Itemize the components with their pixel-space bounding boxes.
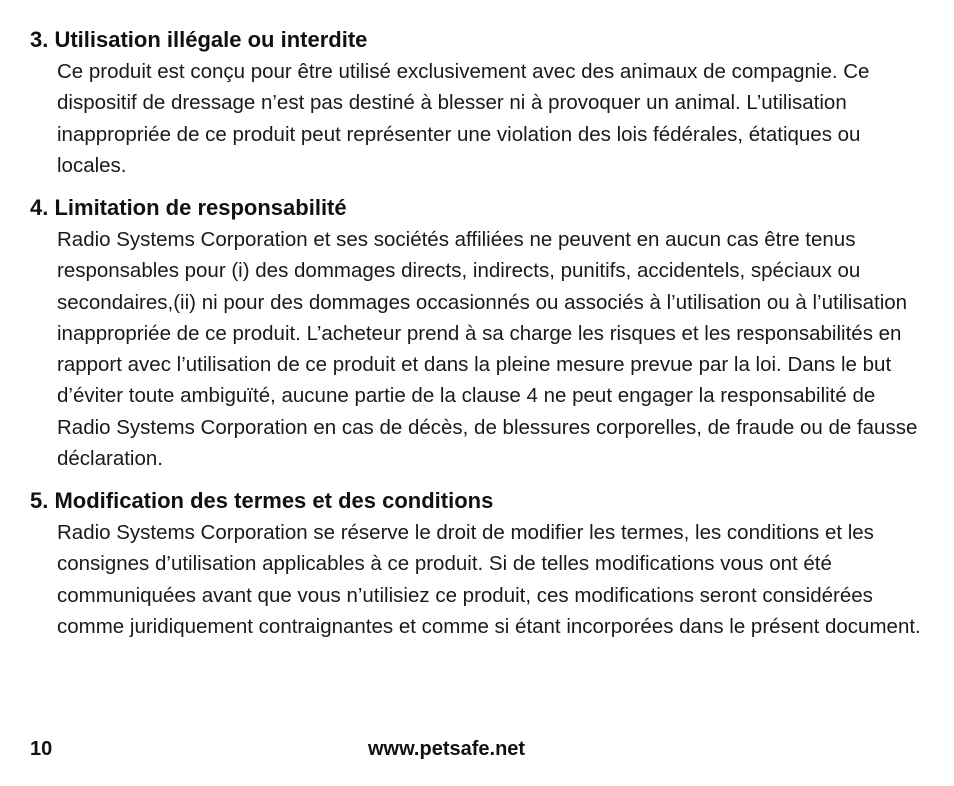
section-body: Radio Systems Corporation se réserve le droit de modifier les termes, les conditions et les consignes d’utilisation applicables à ce produit. Si de telles modifications vous ont été communiquées avant que vous n’utilisiez ce produit, ces modifications seront considérées comme juridiquement contraignantes et comme si étant incorporées dans le présent document. [57,521,921,638]
section-heading: 5. Modification des termes et des conditions [30,488,494,513]
section-terms-modification [30,487,930,642]
section-body: Ce produit est conçu pour être utilisé exclusivement avec des animaux de compagnie. Ce dispositif de dressage n’est pas destiné à blesser ni à provoquer un animal. L’utilisation inappropriée de ce produit peut représenter une violation des lois fédérales, étatiques ou locales. [57,60,870,177]
section-illegal-use [30,26,930,181]
section-body: Radio Systems Corporation et ses sociétés affiliées ne peuvent en aucun cas être tenus responsables pour (i) des dommages directs, indirects, punitifs, accidentels, spéciaux ou secondaires,(ii) ni pour des dommages occasionnés ou associés à l’utilisation ou à l’utilisation inappropriée de ce produit. L’acheteur prend à sa charge les risques et les responsabilités en rapport avec l’utilisation de ce produit et dans la pleine mesure prevue par la loi. Dans le but d’éviter toute ambiguïté, aucune partie de la clause 4 ne peut engager la responsabilité de Radio Systems Corporation en cas de décès, de blessures corporelles, de fraude ou de fausse déclaration. [57,228,918,471]
section-heading: 3. Utilisation illégale ou interdite [30,27,368,52]
section-heading: 4. Limitation de responsabilité [30,195,347,220]
website-url: www.petsafe.net [368,738,526,760]
page-number: 10 [30,738,53,760]
section-liability-limitation [30,194,930,474]
